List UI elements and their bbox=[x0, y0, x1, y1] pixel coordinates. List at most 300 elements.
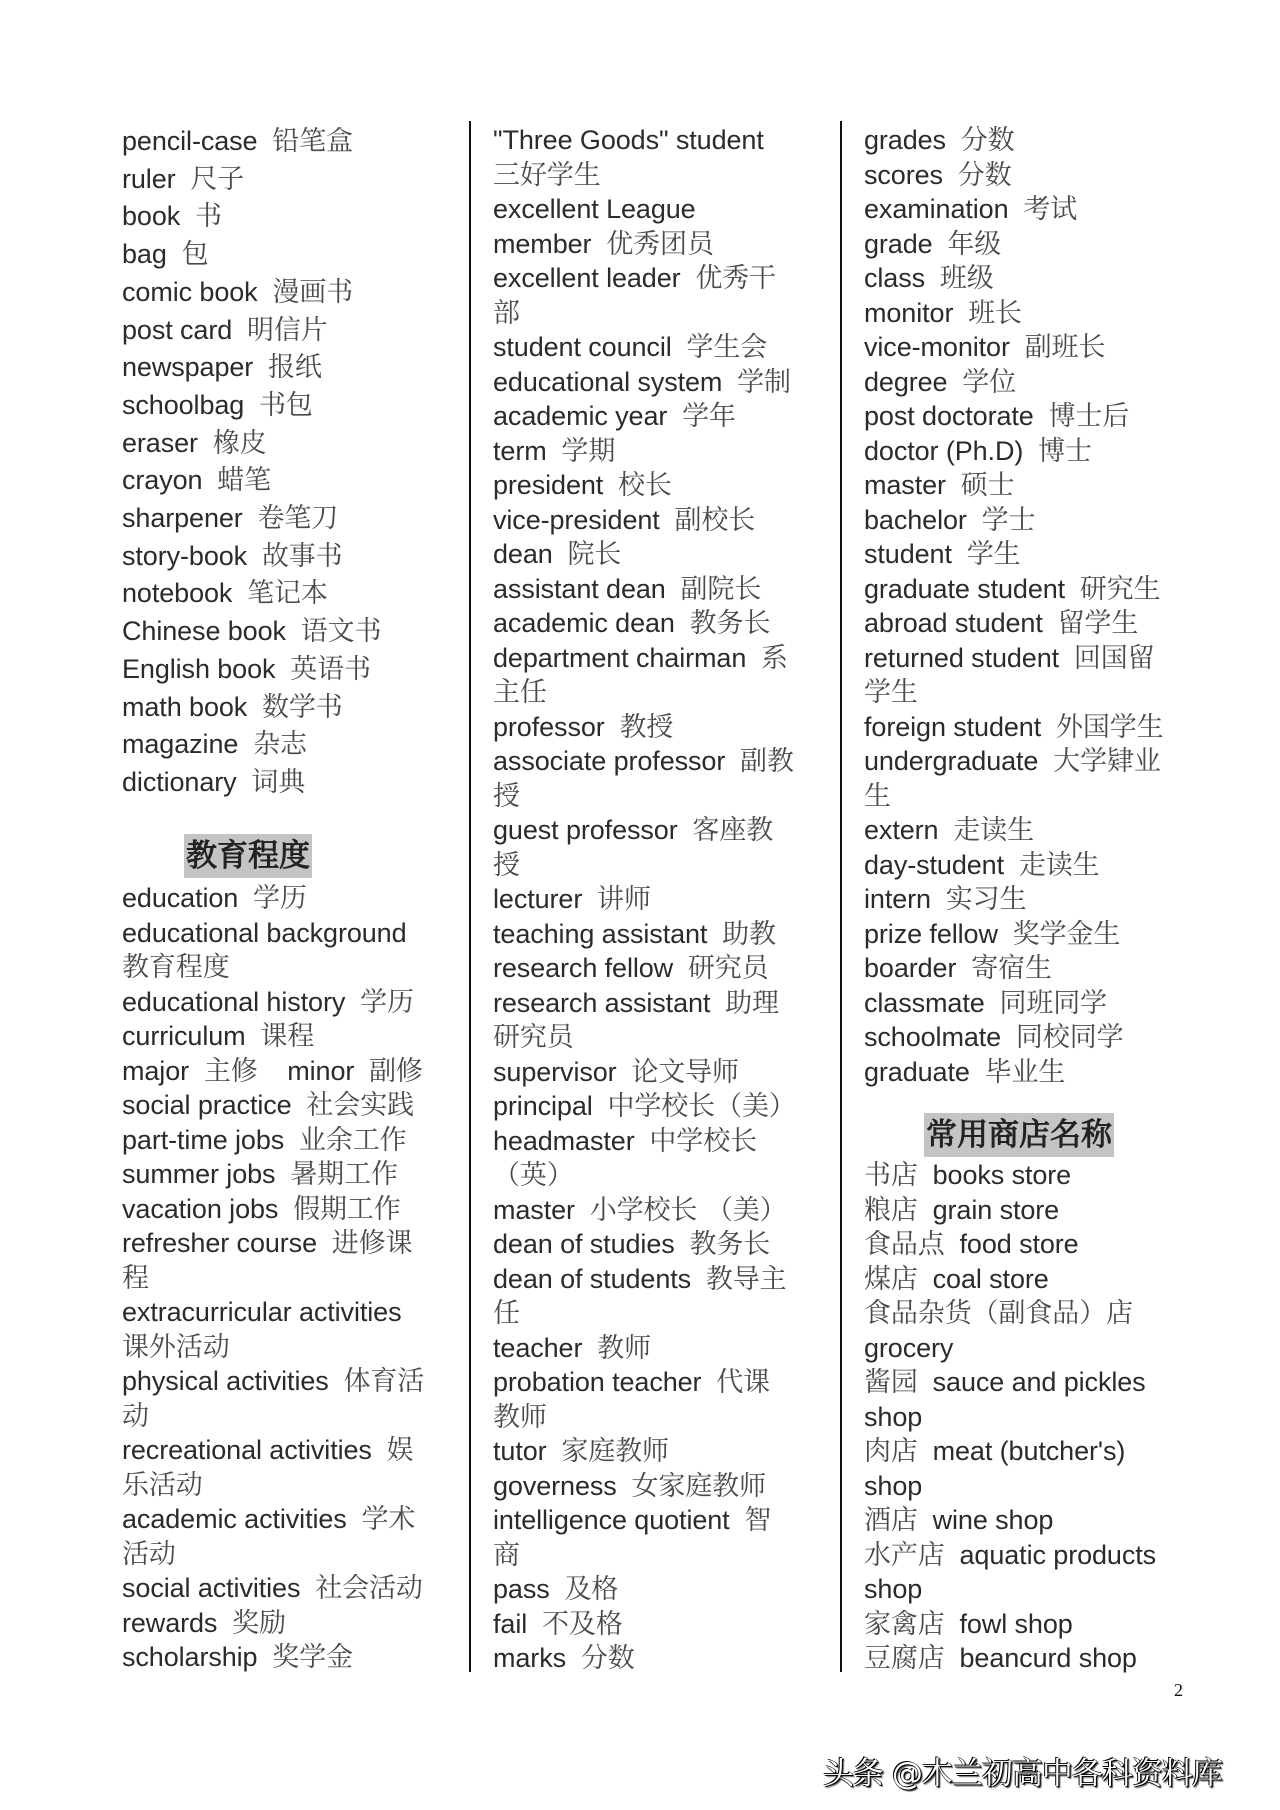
chinese-term: 同校同学 bbox=[1015, 1022, 1124, 1053]
english-term: guest professor bbox=[493, 815, 678, 845]
chinese-term: 铅笔盒 bbox=[272, 126, 353, 157]
english-term: bachelor bbox=[864, 504, 967, 535]
english-term: ruler bbox=[122, 163, 176, 194]
english-term: extern bbox=[864, 815, 939, 845]
chinese-term: 尺子 bbox=[190, 163, 245, 195]
chinese-term: 水产店 bbox=[864, 1539, 945, 1571]
chinese-term: 教务长 bbox=[689, 608, 771, 639]
vocab-entry bbox=[864, 1538, 1156, 1573]
english-term: principal bbox=[493, 1091, 593, 1121]
chinese-term: 研究员 bbox=[687, 953, 769, 984]
chinese-term: 学制 bbox=[737, 366, 791, 398]
english-term: extracurricular activities bbox=[122, 1297, 402, 1327]
english-term: tutor bbox=[493, 1436, 547, 1466]
english-term: rewards bbox=[122, 1607, 218, 1638]
chinese-term: （英） bbox=[493, 1160, 574, 1191]
vocab-entry bbox=[122, 501, 338, 536]
chinese-term: 数学书 bbox=[262, 691, 343, 723]
english-term: graduate student bbox=[864, 573, 1066, 604]
vocab-entry bbox=[493, 848, 520, 883]
vocab-entry bbox=[864, 227, 1001, 262]
english-term: governess bbox=[493, 1470, 617, 1501]
vocab-entry bbox=[864, 917, 1120, 952]
english-term: graduate bbox=[864, 1056, 970, 1087]
chinese-term: 生 bbox=[864, 780, 891, 812]
vocab-entry bbox=[493, 399, 736, 434]
english-term: doctor (Ph.D) bbox=[864, 435, 1024, 466]
english-term: master bbox=[493, 1194, 575, 1225]
english-term: academic dean bbox=[493, 608, 675, 638]
chinese-term: 社会实践 bbox=[306, 1090, 414, 1121]
chinese-term: 讲师 bbox=[597, 884, 651, 915]
vocab-entry bbox=[493, 986, 779, 1021]
vocab-entry bbox=[493, 261, 776, 296]
vocab-entry bbox=[122, 463, 271, 498]
vocab-entry bbox=[122, 727, 307, 762]
chinese-term: 研究生 bbox=[1079, 573, 1161, 605]
chinese-term: 留学生 bbox=[1057, 608, 1139, 639]
english-term: "Three Goods" student bbox=[493, 125, 764, 155]
vocab-entry bbox=[864, 1055, 1065, 1090]
english-term: minor bbox=[287, 1055, 355, 1086]
vocab-entry bbox=[493, 1400, 547, 1435]
chinese-term: 学历 bbox=[360, 986, 414, 1018]
english-term: math book bbox=[122, 691, 248, 722]
vocab-entry bbox=[122, 881, 307, 916]
english-term: scholarship bbox=[122, 1642, 258, 1672]
vocab-entry bbox=[493, 1607, 623, 1642]
english-term: abroad student bbox=[864, 608, 1043, 638]
vocab-entry bbox=[122, 1571, 423, 1606]
chinese-term: 助教 bbox=[722, 918, 776, 950]
english-term: teaching assistant bbox=[493, 918, 708, 949]
chinese-term: 智 bbox=[744, 1505, 772, 1536]
vocab-entry bbox=[122, 950, 230, 985]
vocab-entry bbox=[122, 350, 322, 385]
vocab-entry bbox=[493, 227, 714, 262]
vocab-entry bbox=[493, 1055, 739, 1090]
english-term: vice-monitor bbox=[864, 332, 1010, 362]
vocab-entry bbox=[864, 1193, 1059, 1228]
chinese-term: 毕业生 bbox=[984, 1056, 1066, 1088]
chinese-term: 商 bbox=[493, 1539, 520, 1571]
chinese-term: 教授 bbox=[619, 711, 674, 743]
vocab-entry bbox=[493, 503, 755, 538]
english-term: eraser bbox=[122, 427, 198, 458]
vocab-entry bbox=[493, 1124, 757, 1159]
chinese-term: 假期工作 bbox=[293, 1193, 401, 1225]
chinese-term: 学生 bbox=[966, 539, 1021, 570]
chinese-term: 优秀干 bbox=[695, 263, 777, 294]
chinese-term: 授 bbox=[493, 780, 520, 812]
chinese-term: 酱园 bbox=[864, 1367, 918, 1398]
page-number: 2 bbox=[1174, 1680, 1183, 1700]
vocab-entry bbox=[493, 606, 770, 641]
vocab-entry bbox=[122, 985, 414, 1020]
english-term: post card bbox=[122, 314, 233, 345]
vocab-entry bbox=[864, 1158, 1071, 1193]
chinese-term: 分数 bbox=[580, 1643, 635, 1674]
vocab-entry bbox=[122, 388, 313, 423]
chinese-term: 任 bbox=[493, 1298, 520, 1329]
chinese-term: 年级 bbox=[947, 228, 1002, 260]
chinese-term: 家禽店 bbox=[864, 1608, 945, 1640]
english-term: sharpener bbox=[122, 503, 243, 533]
vocab-entry bbox=[122, 1433, 414, 1468]
chinese-term: 授 bbox=[493, 849, 520, 881]
chinese-term: 书店 bbox=[864, 1160, 918, 1191]
vocab-entry bbox=[864, 503, 1035, 538]
chinese-term: 学历 bbox=[253, 883, 307, 914]
english-term: professor bbox=[493, 711, 605, 742]
chinese-term: 橡皮 bbox=[212, 427, 267, 459]
chinese-term: 分数 bbox=[960, 125, 1015, 156]
chinese-term: 学生会 bbox=[686, 332, 768, 363]
chinese-term: 社会活动 bbox=[315, 1573, 423, 1604]
vocab-entry bbox=[122, 275, 353, 310]
english-term: academic year bbox=[493, 401, 668, 431]
english-term: undergraduate bbox=[864, 746, 1039, 776]
vocab-entry bbox=[864, 330, 1105, 365]
chinese-term: 进修课 bbox=[331, 1228, 413, 1259]
vocab-entry bbox=[864, 744, 1161, 779]
chinese-term: 奖励 bbox=[232, 1607, 286, 1639]
english-term: coal store bbox=[932, 1263, 1049, 1294]
english-term: monitor bbox=[864, 297, 954, 328]
vocab-entry bbox=[122, 1537, 176, 1572]
chinese-term: 书包 bbox=[259, 389, 313, 421]
vocab-entry bbox=[122, 916, 407, 950]
chinese-term: 优秀团员 bbox=[606, 228, 714, 260]
chinese-term: 书 bbox=[194, 201, 222, 233]
english-term: newspaper bbox=[122, 352, 254, 383]
english-term: shop bbox=[864, 1574, 923, 1604]
vocab-entry bbox=[493, 1641, 635, 1676]
english-term: dean bbox=[493, 539, 553, 569]
vocab-entry bbox=[864, 1331, 953, 1365]
vocab-entry bbox=[493, 123, 764, 157]
english-term: marks bbox=[493, 1643, 566, 1673]
english-term: curriculum bbox=[122, 1021, 246, 1051]
english-term: returned student bbox=[864, 642, 1060, 673]
english-term: student council bbox=[493, 332, 672, 362]
english-term: department chairman bbox=[493, 642, 747, 673]
chinese-term: 副班长 bbox=[1024, 332, 1106, 363]
section-heading-shops: 常用商店名称 bbox=[924, 1113, 1114, 1157]
english-term: dean of students bbox=[493, 1263, 692, 1294]
english-term: teacher bbox=[493, 1332, 583, 1363]
vocab-entry bbox=[864, 399, 1129, 434]
chinese-term: 学位 bbox=[962, 366, 1017, 398]
vocab-entry bbox=[122, 1364, 424, 1399]
english-term: pencil-case bbox=[122, 126, 258, 156]
vocab-entry bbox=[493, 882, 651, 917]
chinese-term: 教育程度 bbox=[122, 952, 230, 983]
vocab-entry bbox=[122, 237, 208, 272]
chinese-term: 报纸 bbox=[268, 352, 322, 384]
vocab-entry bbox=[122, 124, 353, 159]
vocab-entry bbox=[493, 641, 788, 676]
vocab-entry bbox=[493, 1020, 574, 1055]
english-term: fail bbox=[493, 1608, 528, 1639]
english-term: bag bbox=[122, 239, 167, 270]
chinese-term: 肉店 bbox=[864, 1436, 918, 1467]
english-term: schoolbag bbox=[122, 389, 245, 420]
english-term: dean of studies bbox=[493, 1229, 675, 1259]
chinese-term: 娱 bbox=[386, 1435, 414, 1466]
vocab-entry bbox=[493, 1262, 787, 1297]
vocab-entry bbox=[864, 606, 1138, 641]
vocab-entry bbox=[864, 1262, 1049, 1297]
english-term: summer jobs bbox=[122, 1159, 276, 1189]
vocab-entry bbox=[493, 779, 520, 814]
chinese-term: 中学校长（美） bbox=[607, 1091, 796, 1122]
vocab-entry bbox=[122, 1192, 401, 1227]
chinese-term: 研究员 bbox=[493, 1022, 574, 1053]
chinese-term: 活动 bbox=[122, 1538, 176, 1570]
chinese-term: 课外活动 bbox=[122, 1331, 230, 1363]
english-term: part-time jobs bbox=[122, 1124, 285, 1155]
english-term: lecturer bbox=[493, 884, 583, 914]
vocab-entry bbox=[122, 1261, 149, 1296]
english-term: post doctorate bbox=[864, 401, 1034, 431]
chinese-term: 论文导师 bbox=[631, 1056, 739, 1088]
english-term: foreign student bbox=[864, 711, 1042, 742]
english-term: Chinese book bbox=[122, 616, 286, 647]
chinese-term: 教务长 bbox=[689, 1229, 771, 1260]
vocab-entry bbox=[864, 434, 1092, 469]
chinese-term: 蜡笔 bbox=[217, 465, 272, 497]
vocab-entry bbox=[122, 1054, 423, 1089]
chinese-term: 副教 bbox=[740, 746, 794, 777]
chinese-term: 业余工作 bbox=[298, 1124, 407, 1156]
vocab-entry bbox=[493, 468, 672, 503]
vocab-entry bbox=[122, 313, 328, 348]
english-term: vice-president bbox=[493, 504, 660, 535]
chinese-term: 不及格 bbox=[541, 1608, 623, 1640]
chinese-term: 硕士 bbox=[960, 470, 1015, 501]
vocab-entry bbox=[864, 641, 1155, 676]
chinese-term: 杂志 bbox=[253, 729, 307, 761]
chinese-term: 故事书 bbox=[261, 540, 343, 572]
vocab-entry bbox=[122, 614, 381, 649]
chinese-term: 动 bbox=[122, 1400, 149, 1432]
english-term: sauce and pickles bbox=[932, 1367, 1146, 1397]
english-term: fowl shop bbox=[959, 1608, 1073, 1639]
section-heading-education: 教育程度 bbox=[184, 834, 312, 878]
english-term: prize fellow bbox=[864, 918, 998, 949]
watermark: 头条 @木兰初高中各科资料库 bbox=[823, 1756, 1222, 1792]
chinese-term: 语文书 bbox=[300, 616, 382, 648]
vocab-entry bbox=[122, 1157, 398, 1192]
english-term: grain store bbox=[932, 1194, 1060, 1225]
vocab-entry bbox=[864, 951, 1052, 986]
chinese-term: 寄宿生 bbox=[971, 953, 1052, 984]
chinese-term: 及格 bbox=[564, 1574, 619, 1605]
vocab-entry bbox=[122, 1226, 413, 1261]
english-term: research fellow bbox=[493, 953, 674, 983]
english-term: grocery bbox=[864, 1332, 954, 1363]
english-term: education bbox=[122, 883, 239, 913]
chinese-term: 走读生 bbox=[1018, 849, 1100, 881]
vocab-entry bbox=[493, 813, 773, 848]
vocab-entry bbox=[493, 675, 547, 710]
chinese-term: 课程 bbox=[260, 1021, 315, 1052]
vocab-entry bbox=[864, 572, 1161, 607]
vocab-entry bbox=[493, 296, 520, 331]
vocab-entry bbox=[493, 1503, 771, 1538]
chinese-term: 代课 bbox=[716, 1367, 771, 1398]
vocab-entry bbox=[493, 1089, 796, 1124]
vocab-entry bbox=[864, 1572, 922, 1606]
english-term: social practice bbox=[122, 1090, 292, 1120]
chinese-term: 院长 bbox=[567, 539, 622, 570]
chinese-term: 助理 bbox=[725, 987, 779, 1019]
vocab-entry bbox=[122, 1468, 203, 1503]
english-term: educational history bbox=[122, 986, 346, 1017]
chinese-term: 教师 bbox=[597, 1332, 651, 1364]
english-term: grade bbox=[864, 228, 933, 259]
chinese-term: 奖学金生 bbox=[1012, 918, 1121, 950]
vocab-entry bbox=[864, 848, 1100, 883]
vocab-entry bbox=[122, 576, 328, 611]
english-term: master bbox=[864, 470, 946, 500]
chinese-term: 博士后 bbox=[1048, 401, 1130, 432]
vocab-entry bbox=[122, 539, 343, 574]
english-term: educational system bbox=[493, 366, 723, 397]
vocab-entry bbox=[864, 1400, 922, 1434]
chinese-term: 副校长 bbox=[674, 504, 756, 536]
vocab-entry bbox=[122, 1088, 414, 1123]
chinese-term: 实习生 bbox=[945, 884, 1027, 915]
english-term: shop bbox=[864, 1470, 923, 1501]
chinese-term: 豆腐店 bbox=[864, 1643, 945, 1674]
english-term: probation teacher bbox=[493, 1367, 702, 1397]
vocab-entry bbox=[122, 199, 222, 234]
chinese-term: 酒店 bbox=[864, 1505, 918, 1536]
vocab-entry bbox=[493, 572, 761, 607]
vocab-entry bbox=[122, 1640, 353, 1675]
vocab-entry bbox=[122, 1502, 415, 1537]
chinese-term: 三好学生 bbox=[493, 159, 601, 191]
english-term: crayon bbox=[122, 465, 203, 496]
vocab-entry bbox=[493, 1365, 770, 1400]
english-term: food store bbox=[959, 1229, 1079, 1259]
chinese-term: 漫画书 bbox=[272, 276, 354, 308]
vocab-entry bbox=[864, 1469, 922, 1503]
vocab-entry bbox=[122, 426, 267, 461]
chinese-term: 食品杂货（副食品）店 bbox=[864, 1298, 1133, 1329]
vocab-entry bbox=[864, 261, 994, 296]
vocab-entry bbox=[493, 1296, 520, 1331]
chinese-term: 学术 bbox=[361, 1504, 416, 1535]
english-term: pass bbox=[493, 1574, 550, 1604]
chinese-term: 体育活 bbox=[343, 1366, 425, 1397]
english-term: books store bbox=[932, 1160, 1072, 1190]
vocab-entry bbox=[864, 1641, 1137, 1676]
chinese-term: 系 bbox=[761, 642, 788, 674]
vocab-entry bbox=[493, 1158, 574, 1193]
vocab-entry bbox=[493, 1193, 787, 1228]
chinese-term: 大学肄业 bbox=[1053, 746, 1161, 777]
vocab-entry bbox=[493, 1538, 520, 1573]
chinese-term: 考试 bbox=[1023, 194, 1078, 225]
english-term: magazine bbox=[122, 729, 239, 760]
vocab-entry bbox=[864, 1020, 1124, 1055]
vocab-entry bbox=[493, 434, 615, 469]
english-term: excellent League bbox=[493, 194, 696, 224]
vocab-entry bbox=[864, 192, 1077, 227]
english-term: day-student bbox=[864, 849, 1004, 880]
vocab-entry bbox=[864, 1227, 1079, 1262]
chinese-term: 副修 bbox=[369, 1055, 423, 1087]
vocab-entry bbox=[864, 296, 1022, 331]
chinese-term: 家庭教师 bbox=[561, 1436, 669, 1467]
vocab-entry bbox=[493, 537, 621, 572]
column-divider bbox=[840, 121, 842, 1672]
vocab-entry bbox=[493, 951, 769, 986]
chinese-term: 明信片 bbox=[246, 314, 328, 346]
vocab-entry bbox=[864, 123, 1015, 158]
vocab-entry bbox=[493, 1434, 669, 1469]
english-term: shop bbox=[864, 1401, 923, 1432]
chinese-term: 卷笔刀 bbox=[257, 503, 339, 534]
vocab-entry bbox=[864, 365, 1016, 400]
vocab-entry bbox=[864, 537, 1021, 572]
vocab-entry bbox=[493, 365, 791, 400]
vocab-entry bbox=[864, 468, 1015, 503]
vocab-entry bbox=[493, 710, 673, 745]
vocab-entry bbox=[122, 1123, 407, 1158]
chinese-term: 教师 bbox=[493, 1401, 547, 1433]
vocab-entry bbox=[122, 1330, 230, 1365]
chinese-term: 学生 bbox=[864, 677, 918, 708]
english-term: academic activities bbox=[122, 1504, 347, 1534]
chinese-term: 食品点 bbox=[864, 1229, 945, 1260]
english-term: intelligence quotient bbox=[493, 1505, 730, 1535]
vocab-entry bbox=[864, 1365, 1146, 1400]
vocab-entry bbox=[122, 652, 371, 687]
english-term: schoolmate bbox=[864, 1022, 1002, 1052]
vocab-entry bbox=[864, 882, 1026, 917]
chinese-term: 客座教 bbox=[692, 815, 774, 846]
chinese-term: 博士 bbox=[1038, 435, 1092, 467]
english-term: term bbox=[493, 435, 547, 466]
vocab-entry bbox=[122, 1606, 286, 1641]
chinese-term: 教导主 bbox=[705, 1263, 787, 1295]
chinese-term: 同班同学 bbox=[999, 987, 1108, 1019]
chinese-term: 笔记本 bbox=[247, 578, 328, 610]
chinese-term: 奖学金 bbox=[272, 1642, 353, 1673]
vocab-entry bbox=[493, 158, 601, 193]
english-term: vacation jobs bbox=[122, 1193, 279, 1224]
english-term: associate professor bbox=[493, 746, 726, 776]
chinese-term: 分数 bbox=[957, 159, 1012, 191]
vocab-entry bbox=[122, 1019, 314, 1054]
english-term: grades bbox=[864, 125, 946, 155]
vocab-entry bbox=[493, 1469, 766, 1504]
english-term: story-book bbox=[122, 540, 248, 571]
english-term: class bbox=[864, 263, 926, 293]
chinese-term: 暑期工作 bbox=[290, 1159, 398, 1190]
chinese-term: 小学校长 （美） bbox=[589, 1194, 787, 1226]
column-divider bbox=[469, 121, 471, 1672]
english-term: boarder bbox=[864, 953, 957, 983]
english-term: physical activities bbox=[122, 1366, 329, 1396]
chinese-term: 词典 bbox=[251, 766, 306, 798]
vocab-entry bbox=[864, 1434, 1125, 1469]
english-term: English book bbox=[122, 653, 276, 684]
